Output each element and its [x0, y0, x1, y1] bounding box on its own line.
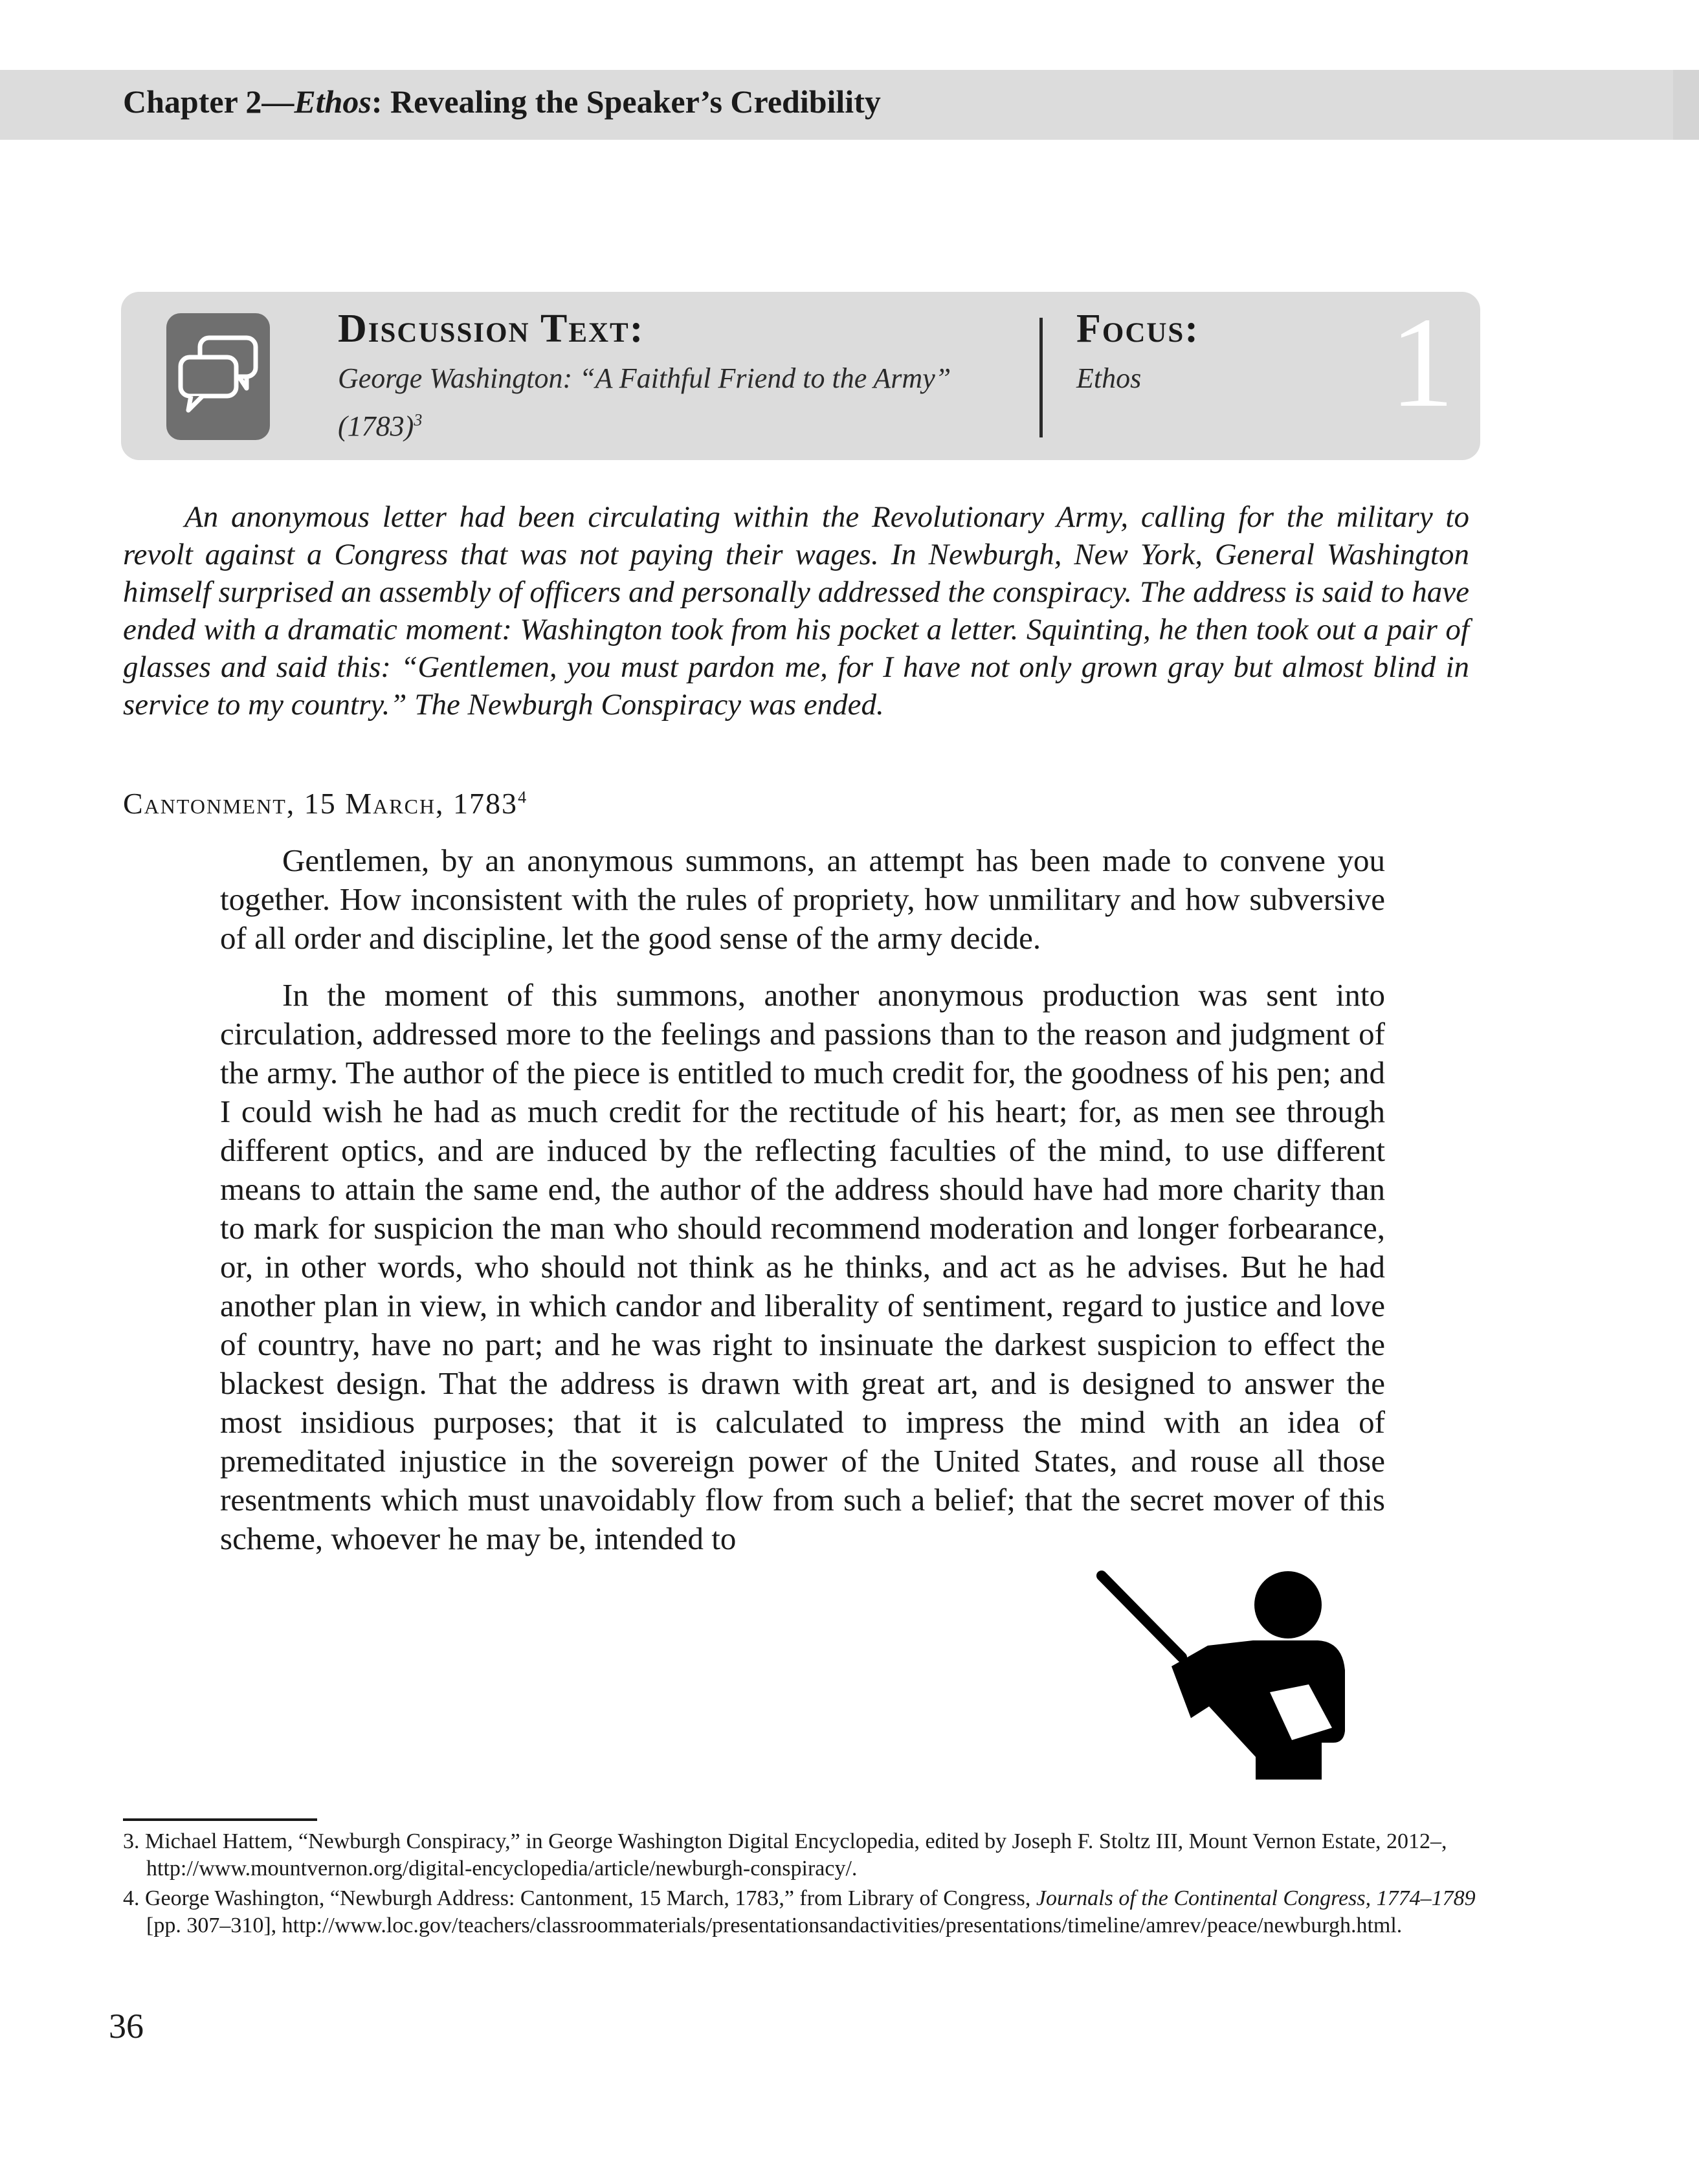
discussion-title-year: (1783)	[338, 410, 414, 442]
discussion-divider	[1039, 318, 1043, 437]
footnote-ref-4: 4	[518, 788, 528, 807]
footnote-rule	[123, 1818, 317, 1821]
chapter-suffix: : Revealing the Speaker’s Credibility	[371, 83, 881, 120]
footnotes	[123, 1828, 1476, 1942]
chapter-prefix: Chapter 2—	[123, 83, 294, 120]
focus-label: Focus:	[1076, 307, 1199, 351]
focus-value: Ethos	[1076, 362, 1142, 394]
discussion-title-line2	[338, 410, 422, 443]
discussion-title-line1: George Washington: “A Faithful Friend to the Army”	[338, 362, 951, 394]
footnote-4-text-b: [pp. 307–310], http://www.loc.gov/teachers/classroommaterials/presentationsandactivities/presentations/timeline/amrev/peace/newburgh.html.	[146, 1914, 1403, 1937]
chat-bubbles-icon	[166, 313, 270, 440]
speech-body	[220, 841, 1385, 1576]
speech-paragraph: Gentlemen, by an anonymous summons, an attempt has been made to convene you together. How inconsistent with the rules of propriety, how unmilitary and how subversive of all order and discipline, let the good sense of the army decide.	[220, 843, 1385, 956]
chapter-title	[123, 83, 881, 120]
chapter-italic: Ethos	[294, 83, 372, 120]
intro-text: An anonymous letter had been circulating within the Revolutionary Army, calling for the military to revolt against a Congress that was not paying their wages. In Newburgh, New York, General Washington himself surprised an assembly of officers and personally addressed the conspiracy. The address is said to have ended with a dramatic moment: Washington took from his pocket a letter. Squinting, he then took out a pair of glasses and said this: “Gentlemen, you must pardon me, for I have not only grown gray but almost blind in service to my country.” The Newburgh Conspiracy was ended.	[123, 500, 1469, 722]
discussion-number: 1	[1390, 291, 1454, 434]
footnote-4-text-a: 4. George Washington, “Newburgh Address: Cantonment, 15 March, 1783,” from Library of Congress,	[123, 1886, 1036, 1910]
page-number: 36	[109, 2007, 144, 2046]
teacher-pointer-icon	[1094, 1569, 1379, 1783]
footnote-4-italic: Journals of the Continental Congress, 1774–1789	[1036, 1886, 1476, 1910]
speech-subheading	[123, 786, 527, 821]
speech-paragraph: In the moment of this summons, another anonymous production was sent into circulation, addressed more to the feelings and passions than to the reason and judgment of the army. The author of the piece is entitled to much credit for, the goodness of his pen; and I could wish he had as much credit for the rectitude of his heart; for, as men see through different optics, and are induced by the reflecting faculties of the mind, to use different means to attain the same end, the author of the address should have had more charity than to mark for suspicion the man who should recommend moderation and longer forbearance, or, in other words, who should not think as he thinks, and act as he advises. But he had another plan in view, in which candor and liberality of sentiment, regard to justice and love of country, have no part; and he was right to insinuate the darkest suspicion to effect the blackest design. That the address is drawn with great art, and is designed to answer the most insidious purposes; that it is calculated to impress the mind with an idea of premeditated injustice in the sovereign power of the United States, and rouse all those resentments which must unavoidably flow from such a belief; that the secret mover of this scheme, whoever he may be, intended to	[220, 977, 1385, 1556]
subheading-text: Cantonment, 15 March, 1783	[123, 787, 518, 820]
footnote-3: 3. Michael Hattem, “Newburgh Conspiracy,” in George Washington Digital Encyclopedia, edited by Joseph F. Stoltz III, Mount Vernon Estate, 2012–, http://www.mountvernon.org/digital-encyclopedia/article/newburgh-conspiracy/.	[123, 1829, 1447, 1881]
footnote-ref-3: 3	[414, 410, 423, 430]
header-bar-edge	[1673, 70, 1699, 140]
footnote-4	[123, 1885, 1476, 1939]
discussion-label: Discussion Text:	[338, 307, 645, 351]
discussion-text-box	[121, 292, 1480, 460]
intro-paragraph	[123, 498, 1469, 723]
